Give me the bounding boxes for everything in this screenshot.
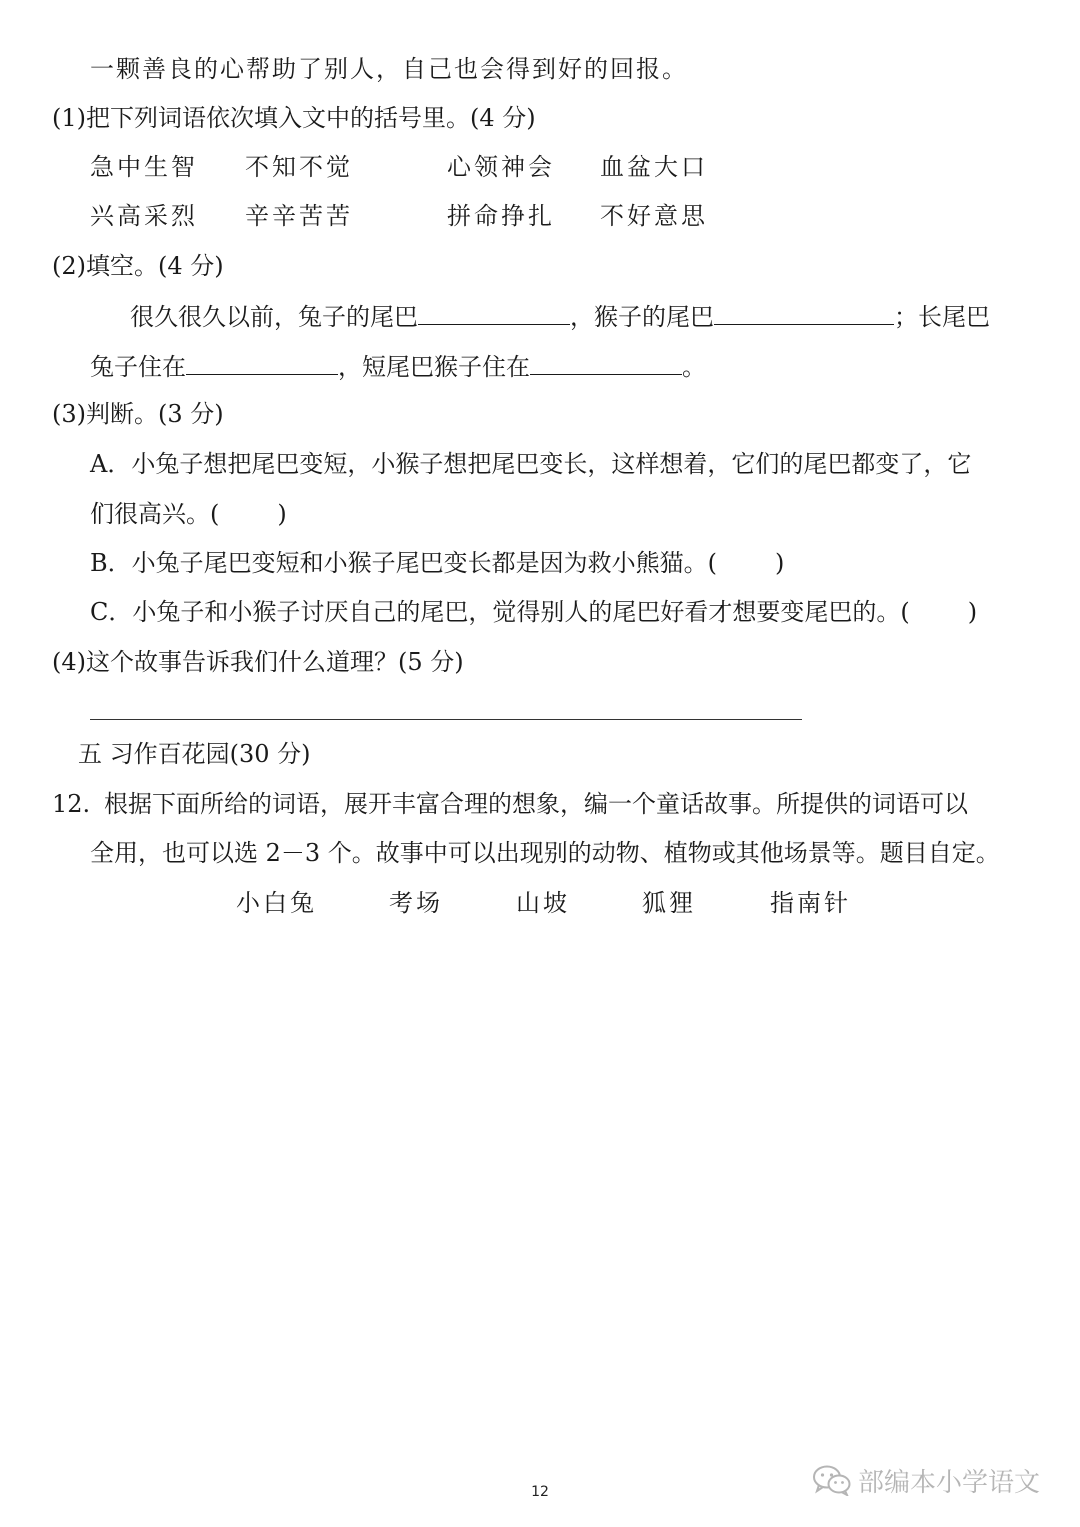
question-2-line-2 <box>90 350 706 382</box>
word-bank-item: 辛辛苦苦 <box>245 202 353 230</box>
question-4-heading: (4)这个故事告诉我们什么道理？(5 分) <box>52 648 464 676</box>
writing-word: 考场 <box>389 889 443 917</box>
page-number: 12 <box>531 1484 549 1500</box>
judgement-b-text: B．小兔子尾巴变短和小猴子尾巴变长都是因为救小熊猫。( <box>90 549 717 577</box>
fill-text: 兔子住在 <box>90 353 186 381</box>
question-12-number: 12. <box>52 790 91 818</box>
word-bank-item: 不好意思 <box>600 202 708 230</box>
section-5-title: 五 习作百花园(30 分) <box>78 740 311 768</box>
close-paren: ) <box>775 549 785 577</box>
question-1-heading: (1)把下列词语依次填入文中的括号里。(4 分) <box>52 104 536 132</box>
question-12-line-1: 根据下面所给的词语，展开丰富合理的想象，编一个童话故事。所提供的词语可以 <box>104 790 968 818</box>
close-paren: ) <box>277 500 287 528</box>
writing-word: 山坡 <box>516 889 570 917</box>
word-bank-item: 血盆大口 <box>600 153 708 181</box>
judgement-b <box>90 548 784 578</box>
judgement-c-text: C．小兔子和小猴子讨厌自己的尾巴，觉得别人的尾巴好看才想要变尾巴的。( <box>90 598 910 626</box>
writing-word: 指南针 <box>770 889 851 917</box>
fill-blank[interactable] <box>186 350 338 375</box>
fill-blank[interactable] <box>530 350 682 375</box>
judgement-a-line-1: A．小兔子想把尾巴变短，小猴子想把尾巴变长，这样想着，它们的尾巴都变了，它 <box>90 450 972 478</box>
watermark-text: 部编本小学语文 <box>858 1467 1041 1498</box>
fill-text: ，短尾巴猴子住在 <box>338 353 530 381</box>
question-2-heading: (2)填空。(4 分) <box>52 252 224 280</box>
writing-word: 狐狸 <box>642 889 696 917</box>
wechat-icon <box>812 1464 852 1496</box>
question-2-line-1 <box>130 300 990 332</box>
word-bank-item: 拼命挣扎 <box>447 202 555 230</box>
writing-word: 小白兔 <box>236 889 317 917</box>
word-bank-item: 急中生智 <box>90 153 198 181</box>
close-paren: ) <box>967 598 978 626</box>
word-bank-item: 不知不觉 <box>245 153 353 181</box>
fill-text: ，猴子的尾巴 <box>570 303 714 331</box>
fill-text: ；长尾巴 <box>894 303 990 331</box>
fill-blank[interactable] <box>418 300 570 325</box>
word-bank-item: 兴高采烈 <box>90 202 198 230</box>
question-12-line-2: 全用，也可以选 2－3 个。故事中可以出现别的动物、植物或其他场景等。题目自定。 <box>90 839 1000 867</box>
fill-blank[interactable] <box>714 300 894 325</box>
answer-line[interactable] <box>90 719 802 720</box>
word-bank-item: 心领神会 <box>447 153 555 181</box>
question-3-heading: (3)判断。(3 分) <box>52 400 224 428</box>
watermark <box>812 1462 1040 1498</box>
fill-text: 。 <box>682 353 706 381</box>
judgement-a-text: 们很高兴。( <box>90 500 220 528</box>
fill-text: 很久很久以前，兔子的尾巴 <box>130 303 418 331</box>
judgement-c <box>90 597 977 627</box>
story-ending-text: 一颗善良的心帮助了别人，自己也会得到好的回报。 <box>90 55 688 83</box>
judgement-a-line-2 <box>90 499 287 529</box>
